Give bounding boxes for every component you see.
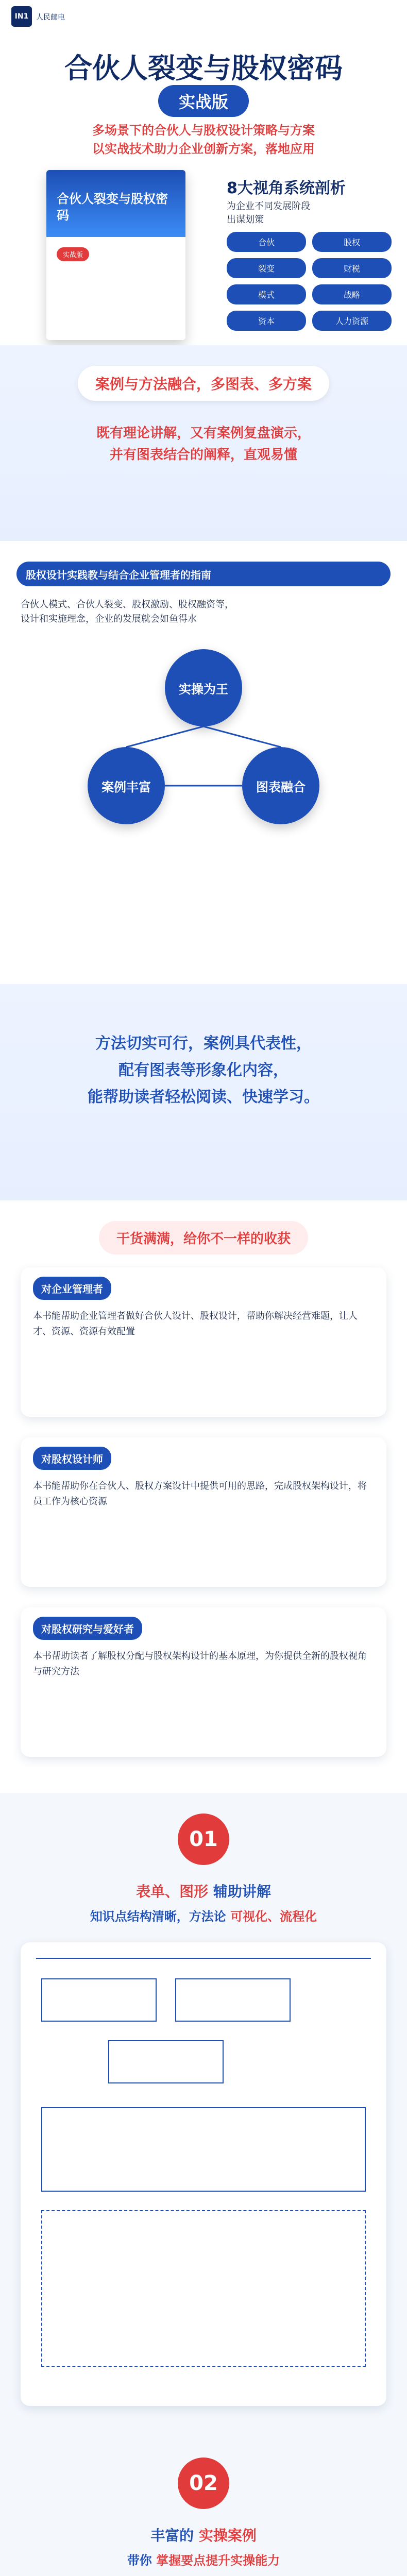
eight-view-sub: 为企业不同发展阶段 出谋划策 bbox=[227, 201, 310, 225]
gain-item-desc: 本书帮助读者了解股权分配与股权架构设计的基本原理，为你提供全新的股权视角与研究方法 bbox=[33, 1651, 367, 1677]
chip: 战略 bbox=[312, 284, 392, 304]
feature-02-subtitle: 带你 掌握要点提升实操能力 bbox=[127, 2553, 280, 2568]
method-section bbox=[0, 984, 407, 1200]
feature-01-subtitle: 知识点结构清晰，方法论 可视化、流程化 bbox=[90, 1909, 317, 1924]
chip: 资本 bbox=[227, 311, 306, 331]
circle-2: 案例丰富 bbox=[88, 747, 165, 824]
mix-desc: 既有理论讲解，又有案例复盘演示， 并有图表结合的阐释，直观易懂 bbox=[96, 426, 311, 463]
brand-tagline: 人民邮电 bbox=[36, 13, 65, 22]
circle-1: 实操为王 bbox=[165, 649, 242, 726]
hero-book bbox=[46, 170, 185, 340]
method-lines: 方法切实可行，案例具代表性， 配有图表等形象化内容， 能帮助读者轻松阅读、快速学习。 bbox=[88, 1035, 319, 1106]
sample-doc-1 bbox=[21, 1942, 386, 2406]
guide-section bbox=[0, 541, 407, 984]
circle-connectors bbox=[0, 541, 407, 850]
chip: 模式 bbox=[227, 284, 306, 304]
feature-02-number: 02 bbox=[178, 2458, 229, 2509]
gain-item-desc: 本书能帮助你在合伙人、股权方案设计中提供可用的思路，完成股权架构设计，将员工作为核心资源 bbox=[33, 1481, 367, 1507]
guide-desc: 合伙人模式、合伙人裂变、股权激励、股权融资等， 设计和实施理念，企业的发展就会如鱼得水 bbox=[21, 599, 234, 624]
gain-section bbox=[0, 1200, 407, 1793]
chip: 裂变 bbox=[227, 258, 306, 278]
feature-01-number: 01 bbox=[178, 1814, 229, 1865]
feature-02-title: 丰富的 实操案例 bbox=[150, 2527, 257, 2544]
mix-title: 案例与方法融合，多图表、多方案 bbox=[78, 366, 329, 401]
gain-item bbox=[21, 1437, 386, 1587]
guide-header: 股权设计实践教与结合企业管理者的指南 bbox=[16, 562, 391, 586]
gain-item-title: 对股权设计师 bbox=[33, 1447, 111, 1470]
eight-view-title: 8大视角系统剖析 bbox=[227, 179, 346, 197]
mix-section bbox=[0, 345, 407, 541]
hero-book-title: 合伙人裂变与股权密码 bbox=[57, 192, 168, 223]
gain-banner: 干货满满，给你不一样的收获 bbox=[99, 1221, 308, 1255]
feature-02 bbox=[0, 2437, 407, 2576]
gain-item bbox=[21, 1607, 386, 1757]
feature-01-title: 表单、图形 辅助讲解 bbox=[136, 1883, 271, 1900]
gain-item-desc: 本书能帮助企业管理者做好合伙人设计、股权设计，帮助你解决经营难题，让人才、资源、资源有效配置 bbox=[33, 1311, 358, 1337]
page-header bbox=[0, 0, 407, 36]
hero-section bbox=[0, 36, 407, 345]
gain-item-title: 对企业管理者 bbox=[33, 1277, 111, 1300]
brand-logo: IN1 bbox=[11, 6, 32, 27]
gain-item bbox=[21, 1267, 386, 1417]
hero-title: 合伙人裂变与股权密码 bbox=[64, 52, 343, 84]
circle-3: 图表融合 bbox=[242, 747, 319, 824]
hero-subtitle: 多场景下的合伙人与股权设计策略与方案 以实战技术助力企业创新方案，落地应用 bbox=[92, 123, 315, 156]
feature-01 bbox=[0, 1793, 407, 2437]
chip: 股权 bbox=[312, 232, 392, 252]
chip-grid bbox=[227, 232, 392, 331]
hero-book-badge: 实战版 bbox=[57, 247, 89, 261]
chip: 财税 bbox=[312, 258, 392, 278]
chip: 合伙 bbox=[227, 232, 306, 252]
chip: 人力资源 bbox=[312, 311, 392, 331]
gain-item-title: 对股权研究与爱好者 bbox=[33, 1617, 142, 1640]
hero-badge: 实战版 bbox=[158, 85, 249, 117]
